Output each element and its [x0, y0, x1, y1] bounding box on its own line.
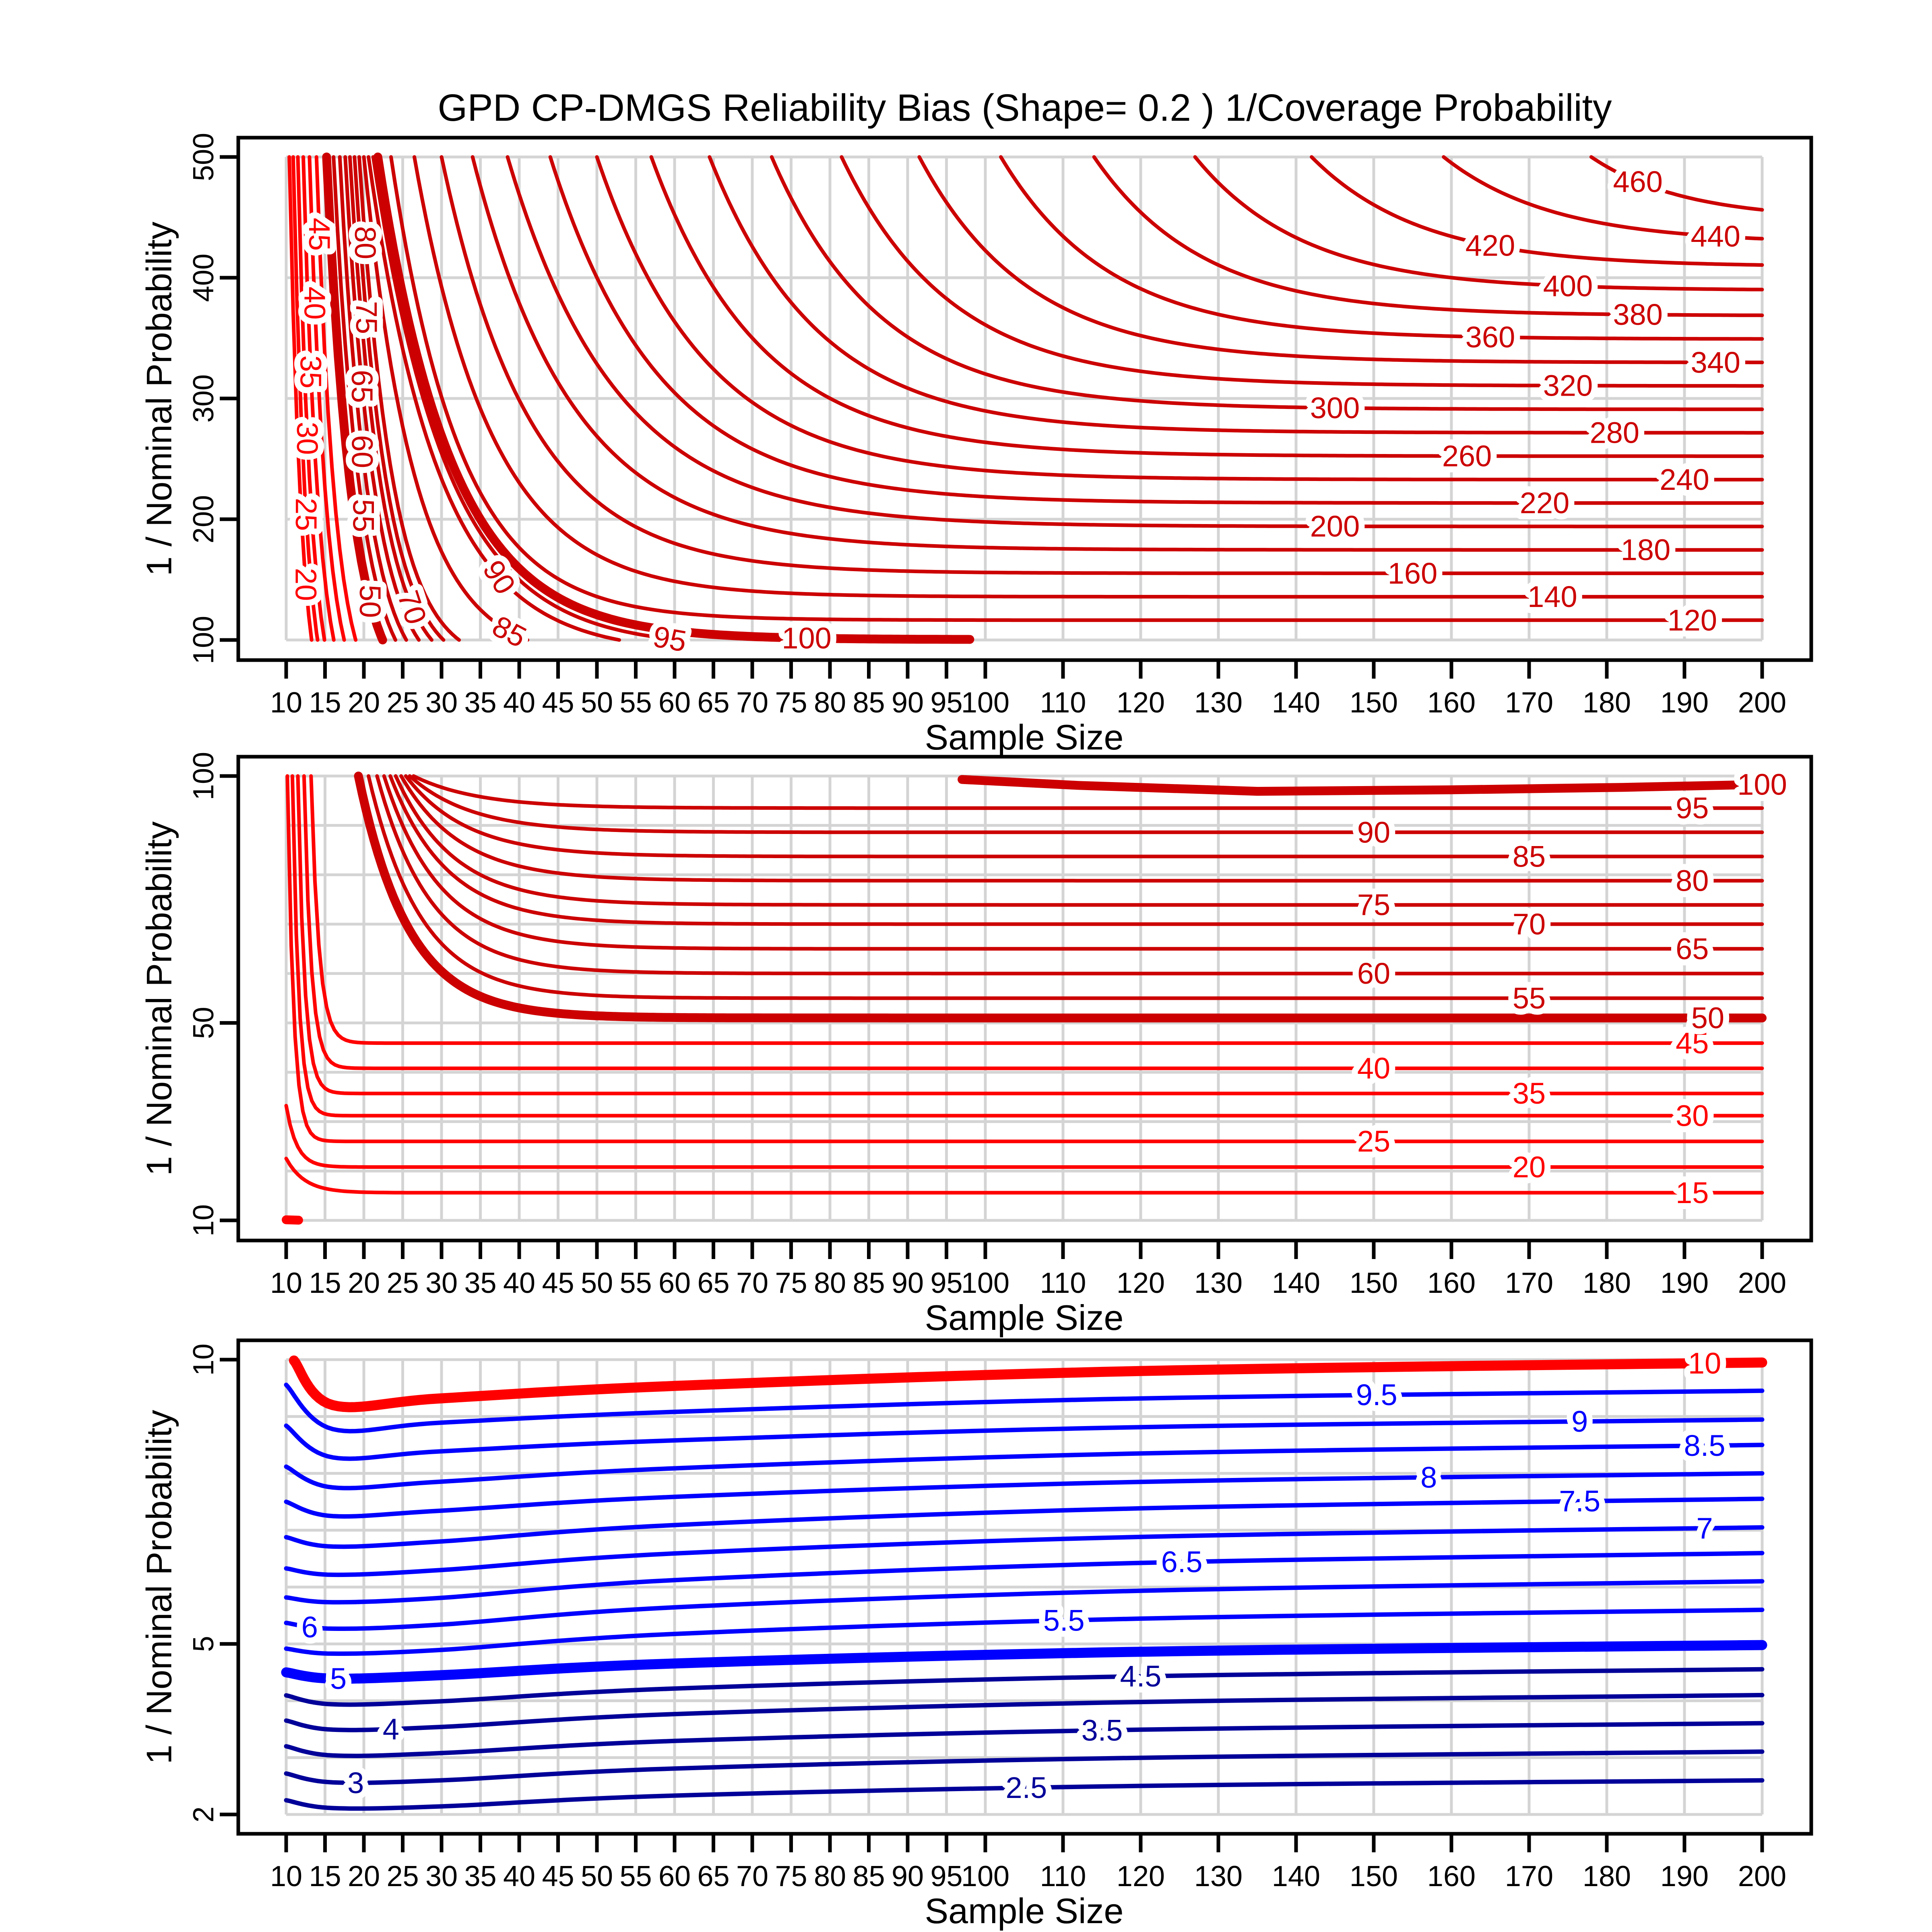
contour-label-85: 85 — [487, 609, 532, 654]
x-tick-label: 130 — [1194, 1267, 1243, 1299]
contour-label-280: 280 — [1589, 416, 1640, 450]
contour-label-100: 100 — [1737, 768, 1787, 801]
x-tick-label: 120 — [1116, 1267, 1165, 1299]
x-tick-label: 150 — [1349, 1267, 1398, 1299]
contour-label-8: 8 — [1420, 1460, 1437, 1494]
x-tick-label: 200 — [1738, 687, 1787, 719]
x-tick-label: 55 — [619, 1267, 652, 1299]
x-tick-label: 100 — [961, 1267, 1010, 1299]
x-tick-label: 35 — [464, 687, 497, 719]
contour-label-55: 55 — [347, 499, 380, 533]
x-tick-label: 60 — [658, 1860, 691, 1893]
contour-label-160: 160 — [1387, 556, 1438, 590]
x-tick-label: 170 — [1505, 1267, 1554, 1299]
x-tick-label: 40 — [503, 687, 536, 719]
x-tick-label: 70 — [736, 1860, 769, 1893]
contour-label-50: 50 — [353, 584, 387, 618]
contour-label-7: 7 — [1696, 1511, 1713, 1545]
contour-label-80: 80 — [1676, 864, 1709, 898]
x-tick-label: 200 — [1738, 1860, 1787, 1893]
contour-label-70: 70 — [1512, 907, 1546, 941]
contour-label-9.5: 9.5 — [1356, 1378, 1397, 1412]
contour-label-180: 180 — [1620, 533, 1671, 567]
x-tick-label: 35 — [464, 1267, 497, 1299]
contour-label-65: 65 — [1676, 932, 1709, 966]
contour-label-90: 90 — [476, 554, 522, 600]
contour-label-60: 60 — [345, 435, 379, 469]
contour-label-25: 25 — [289, 497, 323, 531]
x-tick-label: 90 — [891, 687, 924, 719]
x-tick-label: 180 — [1582, 1860, 1631, 1893]
x-tick-label: 10 — [270, 1860, 303, 1893]
contour-line-5 — [286, 1645, 1762, 1679]
contour-label-300: 300 — [1310, 391, 1360, 425]
x-tick-label: 20 — [347, 1267, 380, 1299]
contour-label-140: 140 — [1527, 580, 1577, 614]
x-tick-label: 180 — [1582, 1267, 1631, 1299]
contour-label-60: 60 — [1357, 957, 1391, 991]
contour-label-9: 9 — [1571, 1405, 1588, 1439]
contour-label-95: 95 — [650, 619, 689, 658]
contour-line-75 — [396, 776, 1762, 905]
contour-label-35: 35 — [294, 355, 328, 389]
contour-line-400 — [1195, 157, 1762, 289]
x-tick-label: 140 — [1271, 1860, 1321, 1893]
contour-label-320: 320 — [1543, 369, 1593, 402]
x-tick-label: 30 — [425, 687, 458, 719]
x-tick-label: 15 — [309, 1267, 341, 1299]
contour-label-75: 75 — [1357, 888, 1391, 922]
contour-label-220: 220 — [1519, 486, 1570, 520]
x-tick-label: 50 — [580, 1267, 613, 1299]
contour-label-75: 75 — [349, 301, 383, 334]
contour-label-30: 30 — [1676, 1099, 1709, 1133]
contour-label-40: 40 — [298, 286, 332, 320]
x-tick-label: 65 — [697, 1860, 730, 1893]
contour-label-3: 3 — [347, 1766, 364, 1800]
y-tick-label: 10 — [188, 1204, 220, 1237]
x-tick-label: 25 — [386, 687, 419, 719]
x-axis-title: Sample Size — [925, 717, 1124, 757]
x-tick-label: 130 — [1194, 1860, 1243, 1893]
x-tick-label: 40 — [503, 1860, 536, 1893]
contour-line-3.5 — [286, 1723, 1762, 1756]
contour-line-30 — [292, 776, 1762, 1116]
x-tick-label: 30 — [425, 1267, 458, 1299]
contour-label-15: 15 — [1676, 1176, 1709, 1210]
contour-label-6: 6 — [301, 1610, 318, 1644]
contour-label-35: 35 — [1512, 1077, 1546, 1110]
x-tick-label: 65 — [697, 1267, 730, 1299]
contour-line-9 — [286, 1420, 1762, 1459]
contour-line-200 — [508, 157, 1762, 526]
contour-line-260 — [651, 157, 1762, 456]
contour-label-7.5: 7.5 — [1559, 1484, 1601, 1518]
x-tick-label: 15 — [309, 687, 341, 719]
contour-label-460: 460 — [1613, 165, 1663, 198]
x-tick-label: 80 — [813, 687, 846, 719]
y-tick-label: 2 — [188, 1806, 220, 1823]
contour-label-400: 400 — [1543, 269, 1593, 303]
y-axis-title: 1 / Nominal Probability — [139, 821, 179, 1176]
x-tick-label: 35 — [464, 1860, 497, 1893]
x-tick-label: 170 — [1505, 1860, 1554, 1893]
contour-label-45: 45 — [1676, 1026, 1709, 1060]
contour-line-100 — [962, 780, 1762, 791]
x-tick-label: 95 — [930, 1860, 963, 1893]
y-tick-label: 300 — [188, 374, 220, 423]
contour-label-45: 45 — [302, 217, 336, 251]
x-tick-label: 75 — [775, 687, 807, 719]
x-tick-label: 80 — [813, 1860, 846, 1893]
contour-label-85: 85 — [1512, 840, 1546, 873]
y-tick-label: 400 — [188, 253, 220, 302]
x-tick-label: 95 — [930, 687, 963, 719]
contour-label-240: 240 — [1660, 463, 1709, 497]
x-tick-label: 200 — [1738, 1267, 1787, 1299]
x-tick-label: 85 — [852, 1267, 885, 1299]
y-axis-title: 1 / Nominal Probability — [139, 221, 179, 576]
x-tick-label: 75 — [775, 1267, 807, 1299]
y-tick-label: 50 — [188, 1007, 220, 1039]
x-tick-label: 110 — [1040, 1860, 1086, 1893]
contour-line-8.5 — [286, 1445, 1762, 1488]
y-tick-label: 100 — [188, 615, 220, 665]
x-tick-label: 190 — [1660, 1860, 1709, 1893]
x-tick-label: 30 — [425, 1860, 458, 1893]
y-tick-label: 5 — [188, 1636, 220, 1652]
x-tick-label: 190 — [1660, 1267, 1709, 1299]
x-tick-label: 100 — [961, 687, 1010, 719]
x-tick-label: 160 — [1427, 1267, 1476, 1299]
x-tick-label: 60 — [658, 1267, 691, 1299]
x-tick-label: 45 — [542, 1860, 574, 1893]
y-axis-title: 1 / Nominal Probability — [139, 1410, 179, 1765]
contour-label-55: 55 — [1512, 981, 1546, 1015]
y-tick-label: 200 — [188, 495, 220, 544]
x-tick-label: 140 — [1271, 687, 1321, 719]
panel-bottom-contour — [139, 1340, 1812, 1931]
contour-label-5: 5 — [330, 1662, 347, 1696]
x-tick-label: 160 — [1427, 687, 1476, 719]
contour-label-20: 20 — [1512, 1150, 1546, 1184]
x-tick-label: 150 — [1349, 687, 1398, 719]
x-tick-label: 130 — [1194, 687, 1243, 719]
x-tick-label: 120 — [1116, 1860, 1165, 1893]
contour-label-65: 65 — [345, 369, 379, 403]
contour-label-2.5: 2.5 — [1005, 1771, 1047, 1804]
x-tick-label: 85 — [852, 687, 885, 719]
x-tick-label: 160 — [1427, 1860, 1476, 1893]
contour-label-40: 40 — [1357, 1051, 1391, 1085]
x-tick-label: 10 — [270, 687, 303, 719]
contour-label-340: 340 — [1690, 345, 1740, 379]
y-tick-label: 100 — [188, 751, 220, 801]
contour-label-80: 80 — [349, 226, 382, 260]
x-tick-label: 100 — [961, 1860, 1010, 1893]
x-tick-label: 150 — [1349, 1860, 1398, 1893]
x-tick-label: 40 — [503, 1267, 536, 1299]
contour-label-5.5: 5.5 — [1043, 1604, 1085, 1637]
x-tick-label: 65 — [697, 687, 730, 719]
contour-label-25: 25 — [1357, 1125, 1391, 1158]
x-axis-title: Sample Size — [925, 1891, 1124, 1931]
contour-label-380: 380 — [1613, 298, 1663, 332]
contour-label-70: 70 — [391, 586, 433, 628]
x-tick-label: 55 — [619, 1860, 652, 1893]
x-tick-label: 50 — [580, 1860, 613, 1893]
x-tick-label: 60 — [658, 687, 691, 719]
x-tick-label: 110 — [1040, 687, 1086, 719]
contour-label-120: 120 — [1667, 603, 1717, 637]
x-tick-label: 90 — [891, 1860, 924, 1893]
x-tick-label: 55 — [619, 687, 652, 719]
x-tick-label: 20 — [347, 1860, 380, 1893]
y-tick-label: 10 — [188, 1343, 220, 1376]
contour-label-10: 10 — [1688, 1346, 1721, 1380]
x-tick-label: 190 — [1660, 687, 1709, 719]
contour-label-20: 20 — [289, 568, 323, 601]
x-tick-label: 25 — [386, 1860, 419, 1893]
contour-label-30: 30 — [291, 421, 324, 455]
contour-label-420: 420 — [1465, 229, 1515, 262]
contour-label-360: 360 — [1465, 320, 1515, 354]
contour-label-90: 90 — [1357, 815, 1391, 849]
contour-label-4.5: 4.5 — [1120, 1660, 1162, 1693]
x-tick-label: 170 — [1505, 687, 1554, 719]
contour-label-4: 4 — [382, 1712, 399, 1746]
panel-middle-contour — [139, 752, 1812, 1338]
contour-label-3.5: 3.5 — [1081, 1713, 1123, 1747]
x-tick-label: 10 — [270, 1267, 303, 1299]
x-tick-label: 70 — [736, 1267, 769, 1299]
contour-label-440: 440 — [1690, 219, 1740, 253]
x-tick-label: 120 — [1116, 687, 1165, 719]
panel-top-contour — [139, 133, 1812, 757]
x-tick-label: 70 — [736, 687, 769, 719]
contour-label-200: 200 — [1310, 510, 1360, 543]
x-tick-label: 25 — [386, 1267, 419, 1299]
y-tick-label: 500 — [188, 132, 220, 182]
x-tick-label: 45 — [542, 1267, 574, 1299]
x-axis-title: Sample Size — [925, 1298, 1124, 1338]
contour-label-50: 50 — [1691, 1001, 1725, 1035]
contour-label-6.5: 6.5 — [1161, 1545, 1203, 1579]
x-tick-label: 45 — [542, 687, 574, 719]
x-tick-label: 50 — [580, 687, 613, 719]
x-tick-label: 140 — [1271, 1267, 1321, 1299]
x-tick-label: 15 — [309, 1860, 341, 1893]
x-tick-label: 80 — [813, 1267, 846, 1299]
contour-label-100: 100 — [782, 621, 832, 655]
contour-label-95: 95 — [1676, 791, 1709, 825]
x-tick-label: 180 — [1582, 687, 1631, 719]
contour-label-8.5: 8.5 — [1684, 1429, 1726, 1463]
x-tick-label: 20 — [347, 687, 380, 719]
x-tick-label: 90 — [891, 1267, 924, 1299]
contour-label-260: 260 — [1442, 439, 1492, 473]
x-tick-label: 75 — [775, 1860, 807, 1893]
x-tick-label: 110 — [1040, 1267, 1086, 1299]
x-tick-label: 95 — [930, 1267, 963, 1299]
figure-title: GPD CP-DMGS Reliability Bias (Shape= 0.2 ) 1/Coverage Probability — [438, 87, 1612, 129]
x-tick-label: 85 — [852, 1860, 885, 1893]
